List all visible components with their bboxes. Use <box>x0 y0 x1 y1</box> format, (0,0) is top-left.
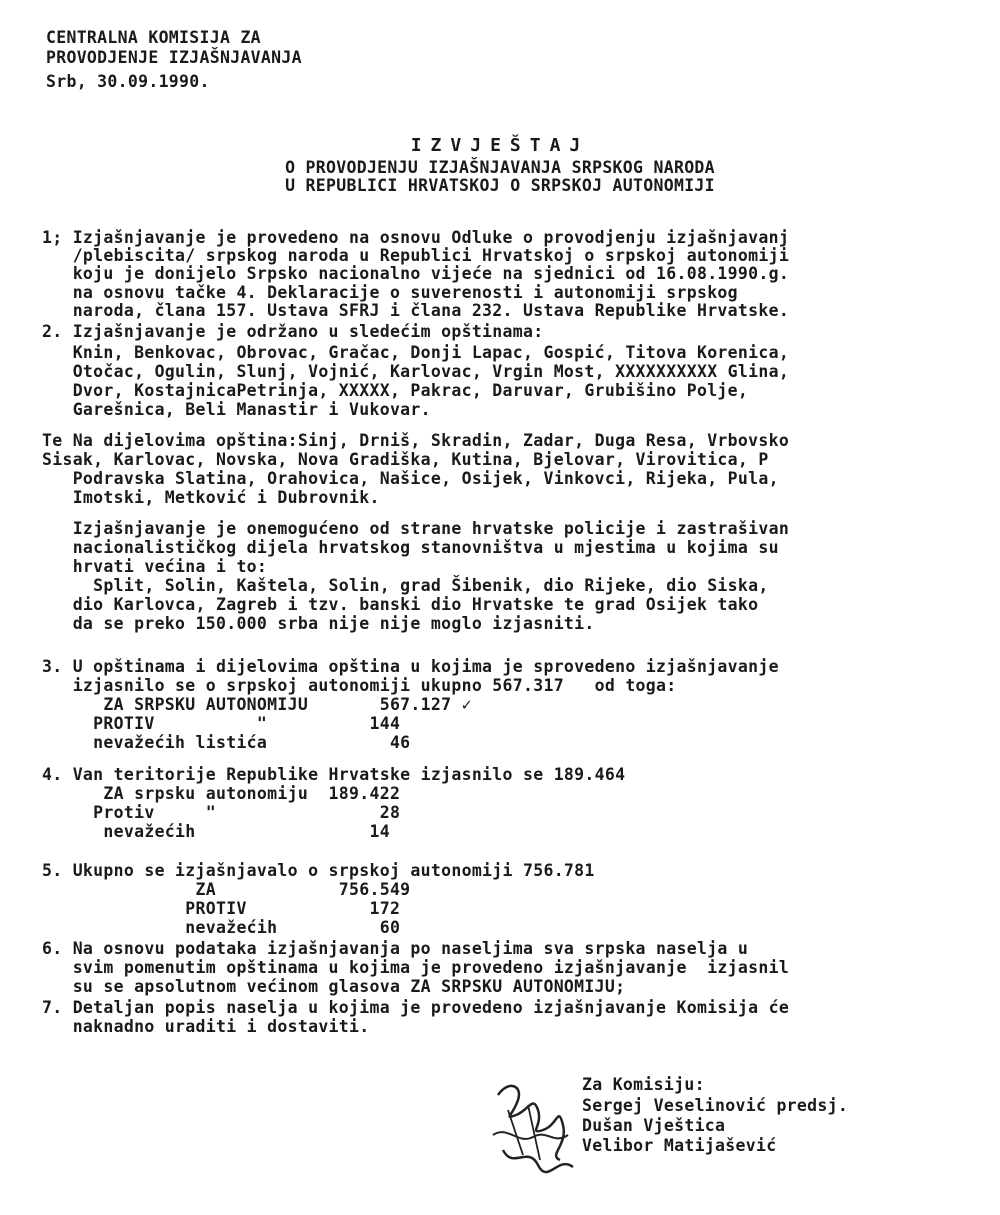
section-2-line: Dvor, KostajnicaPetrinja, XXXXX, Pakrac, Daruvar, Grubišino Polje, <box>42 381 749 400</box>
section-2-line: 2. Izjašnjavanje je održano u sledećim opštinama: <box>42 322 544 341</box>
section-4-line: ZA srpsku autonomiju 189.422 <box>42 784 401 803</box>
section-2b-line: Te Na dijelovima opština:Sinj, Drniš, Skradin, Zadar, Duga Resa, Vrbovsko <box>42 431 790 450</box>
section-6-line: su se apsolutnom većinom glasova ZA SRPSKU AUTONOMIJU; <box>42 977 626 996</box>
section-2c-line: nacionalističkog dijela hrvatskog stanovništva u mjestima u kojima su <box>42 538 779 557</box>
section-2-line: Garešnica, Beli Manastir i Vukovar. <box>42 400 431 419</box>
signature-line: Za Komisiju: <box>582 1075 705 1094</box>
handwritten-signature <box>488 1075 578 1175</box>
header-line-3: Srb, 30.09.1990. <box>46 72 210 91</box>
section-4-line: Protiv " 28 <box>42 803 401 822</box>
section-4-line: 4. Van teritorije Republike Hrvatske izjasnilo se 189.464 <box>42 765 626 784</box>
section-1-line: na osnovu tačke 4. Deklaracije o suverenosti i autonomiji srpskog <box>42 283 738 302</box>
section-1-line: /plebiscita/ srpskog naroda u Republici Hrvatskoj o srpskoj autonomiji <box>42 246 790 265</box>
signature-line: Velibor Matijašević <box>582 1136 777 1155</box>
section-5-line: ZA 756.549 <box>42 880 411 899</box>
section-3-line: ZA SRPSKU AUTONOMIJU 567.127 ✓ <box>42 695 472 714</box>
section-5-line: nevažećih 60 <box>42 918 401 937</box>
section-2c-line: Izjašnjavanje je onemogućeno od strane hrvatske policije i zastrašivan <box>42 519 790 538</box>
section-2c-line: hrvati većina i to: <box>42 557 268 576</box>
section-3-line: nevažećih listića 46 <box>42 733 411 752</box>
section-4-line: nevažećih 14 <box>42 822 390 841</box>
section-5-line: 5. Ukupno se izjašnjavalo o srpskoj autonomiji 756.781 <box>42 861 595 880</box>
section-2c-line: Split, Solin, Kaštela, Solin, grad Šibenik, dio Rijeke, dio Siska, <box>42 576 769 595</box>
section-6-line: svim pomenutim opštinama u kojima je provedeno izjašnjavanje izjasnil <box>42 958 790 977</box>
section-3-line: 3. U opštinama i dijelovima opština u kojima je sprovedeno izjašnjavanje <box>42 657 779 676</box>
section-1-line: koju je donijelo Srpsko nacionalno vijeće na sjednici od 16.08.1990.g. <box>42 264 790 283</box>
section-1-line: naroda, člana 157. Ustava SFRJ i člana 232. Ustava Republike Hrvatske. <box>42 301 790 320</box>
document-title: IZVJEŠTAJ <box>410 135 590 156</box>
document-subtitle-2: U REPUBLICI HRVATSKOJ O SRPSKOJ AUTONOMIJI <box>285 176 715 195</box>
signature-line: Sergej Veselinović predsj. <box>582 1096 849 1115</box>
section-2c-line: dio Karlovca, Zagreb i tzv. banski dio Hrvatske te grad Osijek tako <box>42 595 759 614</box>
section-5-line: PROTIV 172 <box>42 899 401 918</box>
section-1-line: 1; Izjašnjavanje je provedeno na osnovu Odluke o provodjenju izjašnjavanj <box>42 228 790 247</box>
section-7-line: naknadno uraditi i dostaviti. <box>42 1017 370 1036</box>
document-subtitle-1: O PROVODJENJU IZJAŠNJAVANJA SRPSKOG NARODA <box>285 158 715 177</box>
section-2b-line: Imotski, Metković i Dubrovnik. <box>42 488 380 507</box>
section-6-line: 6. Na osnovu podataka izjašnjavanja po naseljima sva srpska naselja u <box>42 939 749 958</box>
section-3-line: izjasnilo se o srpskoj autonomiji ukupno 567.317 od toga: <box>42 676 677 695</box>
header-line-1: CENTRALNA KOMISIJA ZA <box>46 28 261 47</box>
section-3-line: PROTIV " 144 <box>42 714 401 733</box>
section-2c-line: da se preko 150.000 srba nije nije moglo izjasniti. <box>42 614 595 633</box>
section-2-line: Knin, Benkovac, Obrovac, Gračac, Donji Lapac, Gospić, Titova Korenica, <box>42 343 790 362</box>
section-2b-line: Sisak, Karlovac, Novska, Nova Gradiška, Kutina, Bjelovar, Virovitica, P <box>42 450 769 469</box>
section-7-line: 7. Detaljan popis naselja u kojima je provedeno izjašnjavanje Komisija će <box>42 998 790 1017</box>
section-2-line: Otočac, Ogulin, Slunj, Vojnić, Karlovac, Vrgin Most, XXXXXXXXXX Glina, <box>42 362 790 381</box>
section-2b-line: Podravska Slatina, Orahovica, Našice, Osijek, Vinkovci, Rijeka, Pula, <box>42 469 779 488</box>
header-line-2: PROVODJENJE IZJAŠNJAVANJA <box>46 48 302 67</box>
signature-line: Dušan Vještica <box>582 1116 726 1135</box>
